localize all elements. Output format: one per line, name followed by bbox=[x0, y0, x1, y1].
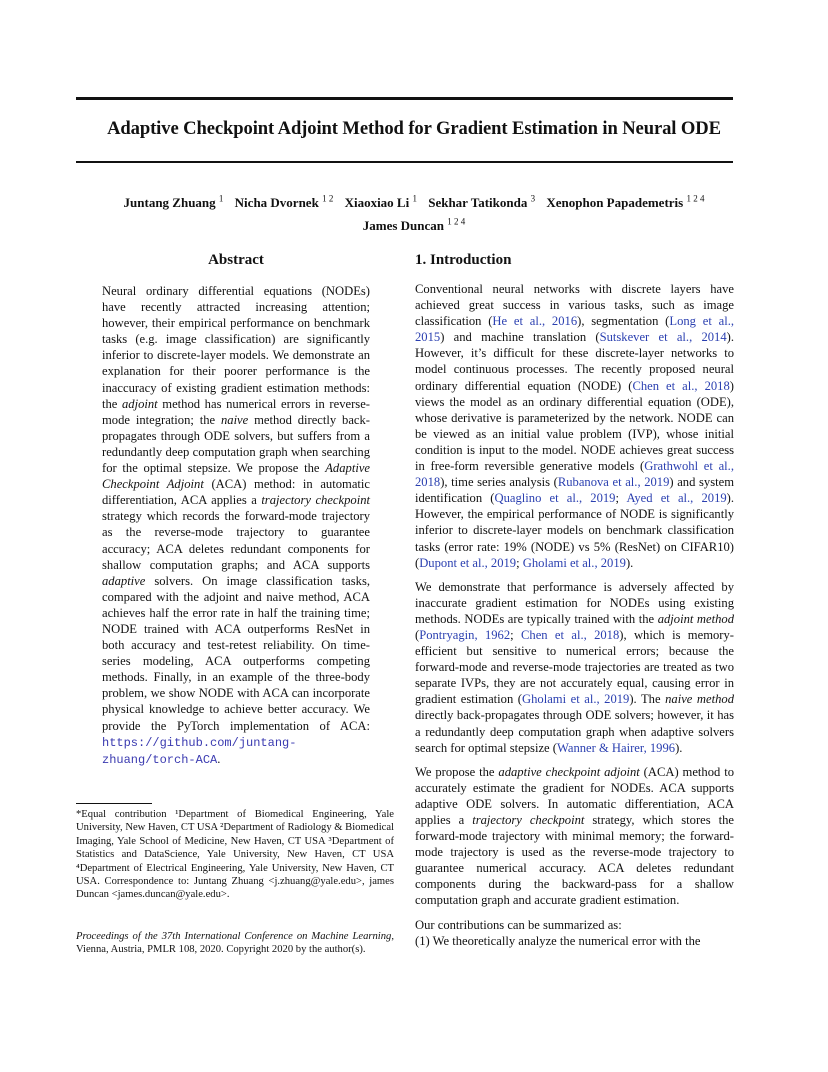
author-name: Juntang Zhuang $^1$ bbox=[123, 194, 224, 211]
citation-link[interactable]: Rubanova et al., 2019 bbox=[557, 475, 670, 490]
top-rule bbox=[76, 97, 733, 100]
intro-paragraph-3: We propose the adaptive checkpoint adjoint (ACA) method to accurately estimate the gradient for NODEs. ACA supports adaptive ODE solvers. In automatic differentiation, ACA applies a trajectory checkpoint strategy, which stores the forward-mode trajectory with minimal memory; the forward-mode trajectory is used as the reverse-mode trajectory to guarantee numerical accuracy. ACA deletes redundant components during the backward-pass for a shallow computation graph and accurate gradient estimation. bbox=[415, 764, 735, 908]
emphasis-text: trajectory checkpoint bbox=[472, 813, 585, 827]
author-name: Nicha Dvornek $^{1 2}$ bbox=[234, 194, 334, 211]
author-name: Xenophon Papademetris $^{1 2 4}$ bbox=[546, 194, 705, 211]
intro-paragraph-2: We demonstrate that performance is adversely affected by inaccurate gradient estimation for NODEs using existing methods. NODEs are typically trained with the adjoint method (Pontryagin, 1962; Chen et al., 2018), which is memory-efficient but sensitive to numerical errors; because the forward-mode and reverse-mode trajectories are treated as two separate IVPs, they are not accurately equal, causing error in gradient estimation (Gholami et al., 2019). The naive method directly back-propagates through ODE solvers; however, it has a redundantly deep computation graph when adaptive solvers search for optimal stepsize (Wanner & Hairer, 1996). bbox=[415, 579, 734, 755]
citation-link[interactable]: Long et al., 2015 bbox=[415, 314, 734, 345]
emphasis-text: adaptive checkpoint adjoint bbox=[498, 764, 640, 779]
citation-link[interactable]: Grathwohl et al., 2018 bbox=[415, 459, 734, 490]
citation-link[interactable]: Pontryagin, 1962 bbox=[419, 627, 511, 642]
author-affiliation-marker: 1 2 bbox=[322, 194, 334, 204]
right-column bbox=[415, 250, 734, 957]
proceedings-note: Proceedings of the 37th International Conference on Machine Learning, Vienna, Austria, PMLR 108, 2020. Copyright 2020 by the author(s). bbox=[76, 931, 394, 956]
author-name: Sekhar Tatikonda $^3$ bbox=[428, 194, 536, 211]
citation-link[interactable]: Chen et al., 2018 bbox=[521, 627, 620, 642]
left-column bbox=[76, 250, 396, 768]
affiliations-footnote: *Equal contribution ¹Department of Biomedical Engineering, Yale University, New Haven, CT USA ²Department of Radiology & Biomedical Imaging, Yale School of Medicine, New Haven, CT USA ³Department of Statistics and DataScience, Yale University, New Haven, CT USA ⁴Department of Electrical Engineering, Yale University, New Haven, CT USA. Correspondence to: Juntang Zhuang <j.zhuang@yale.edu>, james Duncan <james.duncan@yale.edu>. bbox=[76, 809, 394, 901]
citation-link[interactable]: Gholami et al., 2019 bbox=[522, 692, 630, 707]
citation-link[interactable]: Gholami et al., 2019 bbox=[522, 555, 626, 570]
citation-link[interactable]: He et al., 2016 bbox=[492, 314, 578, 329]
paper-title: Adaptive Checkpoint Adjoint Method for Gradient Estimation in Neural ODE bbox=[107, 118, 721, 139]
citation-link[interactable]: Wanner & Hairer, 1996 bbox=[556, 740, 676, 755]
emphasis-text: naive method bbox=[665, 692, 734, 707]
author-name: Xiaoxiao Li $^1$ bbox=[344, 194, 417, 211]
author-affiliation-marker: 1 2 4 bbox=[447, 216, 466, 227]
citation-link[interactable]: Dupont et al., 2019 bbox=[419, 555, 517, 570]
github-link[interactable]: https://github.com/juntang-zhuang/torch-ACA bbox=[102, 735, 297, 767]
title-bottom-rule bbox=[76, 161, 733, 163]
citation-link[interactable]: Sutskever et al., 2014 bbox=[599, 330, 727, 345]
citation-link[interactable]: Chen et al., 2018 bbox=[632, 378, 730, 393]
author-affiliation-marker: 1 bbox=[412, 194, 417, 204]
author-affiliation-marker: 1 bbox=[218, 194, 224, 204]
author-affiliation-marker: 1 2 4 bbox=[686, 194, 705, 204]
citation-link[interactable]: Quaglino et al., 2019 bbox=[494, 491, 616, 506]
intro-paragraph-1: Conventional neural networks with discrete layers have achieved great success in various tasks, such as image classification (He et al., 2016), segmentation (Long et al., 2015) and machine translation (Sutskever et al., 2014). However, it’s difficult for these discrete-layer networks to model continuous processes. The recently proposed neural ordinary differential equation (NODE) (Chen et al., 2018) views the model as an ordinary differential equation (ODE), whose derivative is parameterized by the network. NODE can be viewed as an initial value problem (IVP), whose initial condition is input to the model. NODE achieves great success in free-form reversible generative models (Grathwohl et al., 2018), time series analysis (Rubanova et al., 2019) and system identification (Quaglino et al., 2019; Ayed et al., 2019). However, the empirical performance of NODE is significantly inferior to discrete-layer models on benchmark classification tasks (error rate: 19% (NODE) vs 5% (ResNet) on CIFAR10) (Dupont et al., 2019; Gholami et al., 2019). bbox=[415, 282, 735, 570]
intro-paragraph-4: Our contributions can be summarized as: bbox=[415, 917, 622, 932]
author-affiliation-marker: 3 bbox=[530, 194, 536, 204]
citation-link[interactable]: Ayed et al., 2019 bbox=[626, 491, 727, 506]
author-name: James Duncan $^{1 2 4}$ bbox=[362, 216, 466, 233]
abstract-body: Neural ordinary differential equations (NODEs) have recently attracted increasing attention; however, their empirical performance on benchmark tasks (e.g. image classification) are significantly inferior to discrete-layer models. We demonstrate an explanation for their poorer performance is the inaccuracy of existing gradient estimation methods: the adjoint method has numerical errors in reverse-mode integration; the naive method directly back-propagates through ODE solvers, but suffers from a redundantly deep computation graph when searching for the optimal stepsize. We propose the Adaptive Checkpoint Adjoint (ACA) method: in automatic differentiation, ACA applies a trajectory checkpoint strategy which records the forward-mode trajectory as the reverse-mode trajectory to guarantee accuracy; ACA deletes redundant components for shallow computation graphs; and ACA supports adaptive solvers. On image classification tasks, compared with the adjoint and naive method, ACA achieves half the error rate in half the training time; NODE trained with ACA outperforms ResNet in both accuracy and test-retest reliability. On time-series modeling, ACA outperforms competing methods. Finally, in an example of the three-body problem, we show NODE with ACA can incorporate physical knowledge to achieve better accuracy. We provide the PyTorch implementation of ACA: https://github.com/juntang-zhuang/torch-ACA. bbox=[102, 284, 370, 767]
footnote-rule bbox=[76, 803, 152, 804]
author-list bbox=[60, 190, 768, 235]
intro-paragraph-5: (1) We theoretically analyze the numerical error with the bbox=[415, 933, 701, 948]
abstract-heading: Abstract bbox=[208, 252, 264, 268]
emphasis-text: adjoint method bbox=[657, 611, 734, 626]
introduction-heading: 1. Introduction bbox=[415, 252, 512, 268]
